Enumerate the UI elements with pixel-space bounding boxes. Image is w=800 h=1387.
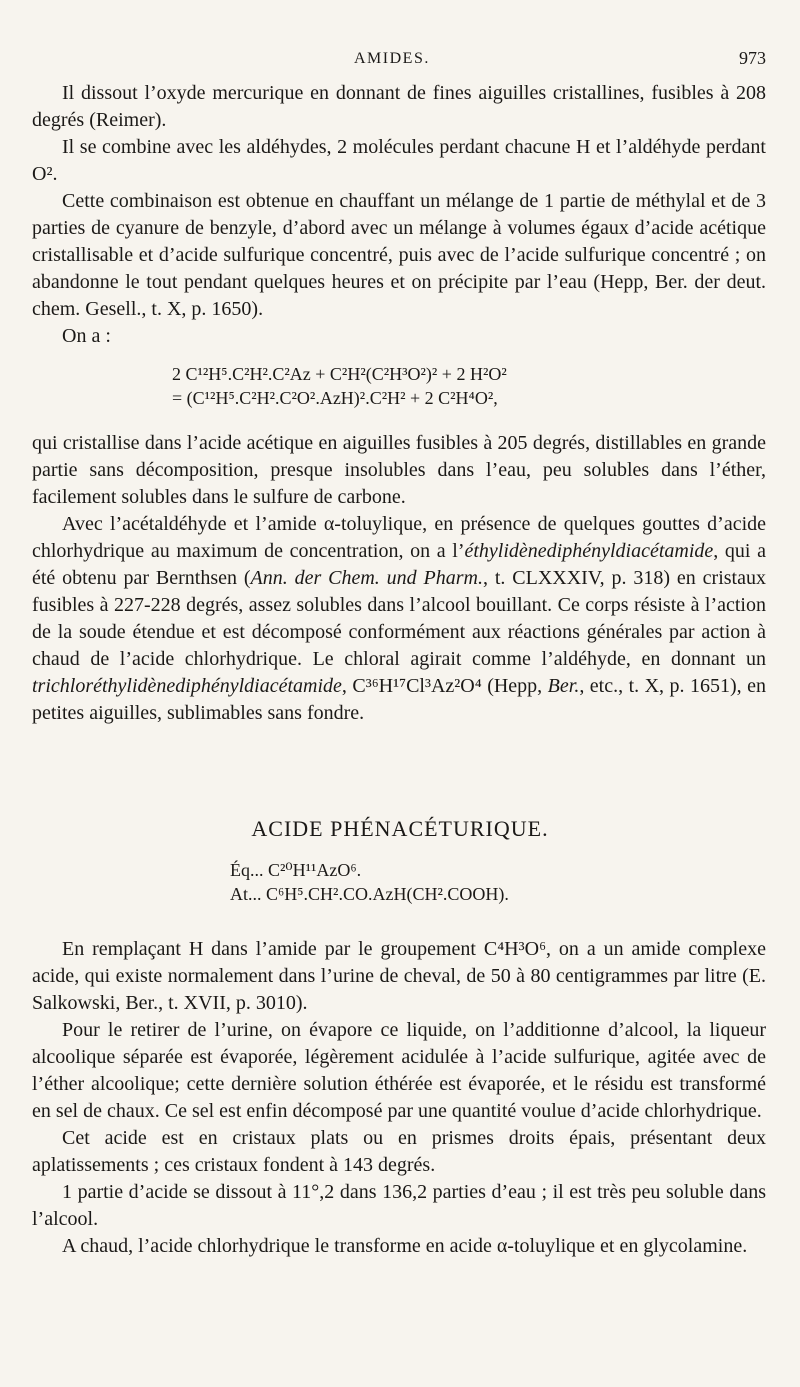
paragraph-9: Cet acide est en cristaux plats ou en prismes droits épais, présentant deux aplatissements ; ces cristaux fondent à 143 degrés. bbox=[32, 1127, 766, 1176]
paragraph-on-a: On a : bbox=[62, 325, 111, 347]
reaction-formula bbox=[0, 362, 800, 410]
section-heading: ACIDE PHÉNACÉTURIQUE. bbox=[251, 816, 549, 841]
compound-name-1: éthylidènediphényldiacétamide bbox=[464, 540, 714, 562]
paragraph-10: 1 partie d’acide se dissout à 11°,2 dans 136,2 parties d’eau ; il est très peu soluble dans l’alcool. bbox=[32, 1181, 766, 1230]
text-block-lower bbox=[32, 936, 766, 1260]
paragraph-2: Il se combine avec les aldéhydes, 2 molécules perdant chacune H et l’aldéhyde perdant O². bbox=[32, 136, 766, 185]
equivalent-formula: Éq... C²⁰H¹¹AzO⁶. bbox=[230, 860, 362, 880]
formula-line-1: 2 C¹²H⁵.C²H².C²Az + C²H²(C²H³O²)² + 2 H²O² bbox=[172, 364, 507, 384]
formula-line-2: = (C¹²H⁵.C²H².C²O².AzH)².C²H² + 2 C²H⁴O², bbox=[172, 388, 498, 408]
paragraph-1: Il dissout l’oxyde mercurique en donnant de fines aiguilles cristallines, fusibles à 208 degrés (Reimer). bbox=[32, 82, 766, 131]
paragraph-6: Avec l’acétaldéhyde et l’amide α-toluylique, en présence de quelques gouttes d’acide chlorhydrique au maximum de concentration, on a l’éthylidènediphényldiacétamide, qui a été obtenu par Bernthsen (Ann. der Chem. und Pharm., t. CLXXXIV, p. 318) en cristaux fusibles à 227-228 degrés, assez solubles dans l’alcool bouillant. Ce corps résiste à l’action de la soude étendue et est décomposé conformément aux réactions générales par action à chaud de l’acide chlorhydrique. Le chloral agirait comme l’aldéhyde, en donnant un trichloréthylidènediphényldiacétamide, C³⁶H¹⁷Cl³Az²O⁴ (Hepp, Ber., etc., t. X, p. 1651), en petites aiguilles, sublimables sans fondre. bbox=[32, 513, 766, 724]
atomic-formula: At... C⁶H⁵.CH².CO.AzH(CH².COOH). bbox=[230, 884, 509, 904]
paragraph-5: qui cristallise dans l’acide acétique en aiguilles fusibles à 205 degrés, distillables en grande partie sans décomposition, presque insolubles dans l’eau, peu solubles dans l’éther, facilement solubles dans le sulfure de carbone. bbox=[32, 432, 766, 508]
page-header bbox=[32, 45, 766, 73]
journal-ref-1: Ann. der Chem. und Pharm. bbox=[250, 567, 483, 589]
text-block-middle bbox=[32, 430, 766, 727]
compound-name-2: trichloréthylidènediphényldiacétamide bbox=[32, 675, 342, 697]
paragraph-3: Cette combinaison est obtenue en chauffant un mélange de 1 partie de méthylal et de 3 parties de cyanure de benzyle, d’abord avec un mélange à volumes égaux d’acide acétique cristallisable et d’acide sulfurique concentré, puis avec de l’acide sulfurique concentré ; on abandonne le tout pendant quelques heures et on précipite par l’eau (Hepp, Ber. der deut. chem. Gesell., t. X, p. 1650). bbox=[32, 190, 766, 320]
running-title: AMIDES. bbox=[354, 50, 430, 67]
text-block-upper bbox=[32, 80, 766, 350]
paragraph-7: En remplaçant H dans l’amide par le groupement C⁴H³O⁶, on a un amide complexe acide, qui existe normalement dans l’urine de cheval, de 50 à 80 centigrammes par litre (E. Salkowski, Ber., t. XVII, p. 3010). bbox=[32, 938, 766, 1014]
paragraph-11: A chaud, l’acide chlorhydrique le transforme en acide α-toluylique et en glycolamine. bbox=[62, 1235, 748, 1257]
journal-ref-2: Ber. bbox=[547, 675, 580, 697]
page-number: 973 bbox=[739, 48, 766, 68]
paragraph-8: Pour le retirer de l’urine, on évapore ce liquide, on l’additionne d’alcool, la liqueur alcoolique séparée est évaporée, légèrement acidulée à l’acide sulfurique, agitée avec de l’éther alcoolique; cette dernière solution éthérée est évaporée, et le résidu est transformé en sel de chaux. Ce sel est enfin décomposé par une quantité voulue d’acide chlorhydrique. bbox=[32, 1019, 766, 1122]
formula-block bbox=[230, 858, 509, 906]
